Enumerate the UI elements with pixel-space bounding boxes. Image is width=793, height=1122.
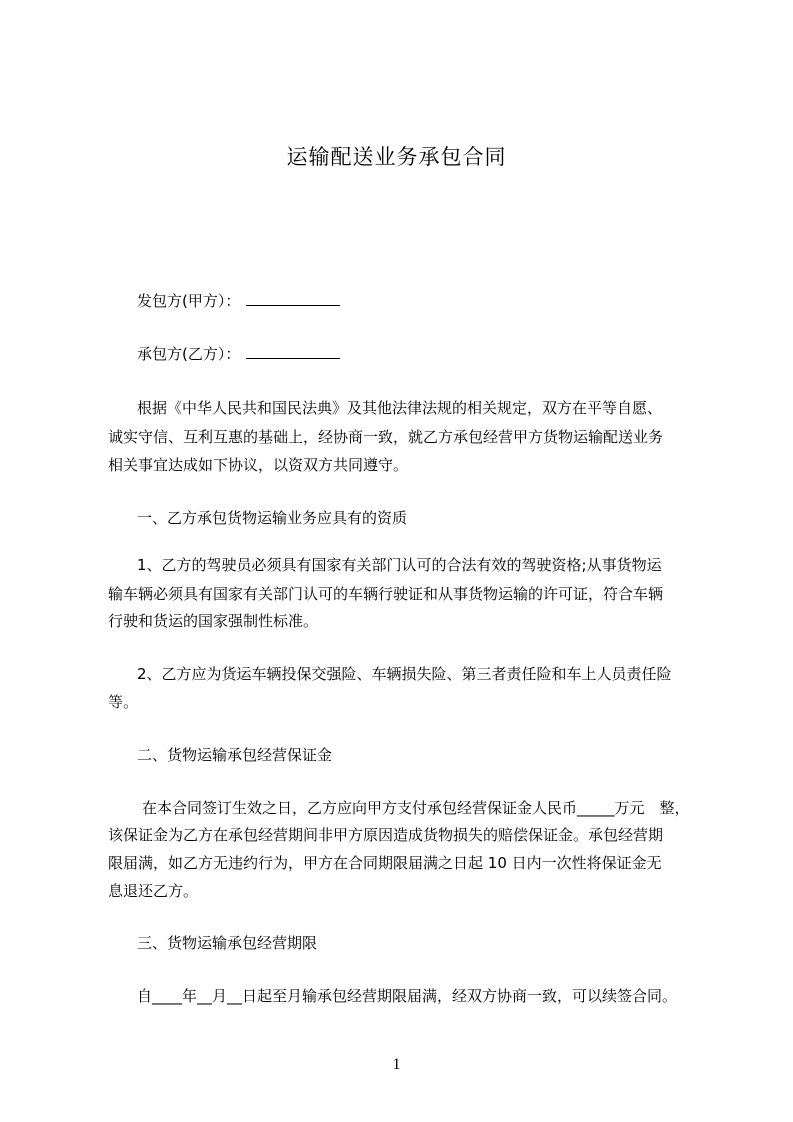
section-1-heading: 一、乙方承包货物运输业务应具有的资质 bbox=[137, 509, 408, 527]
party-a-label: 发包方(甲方）： bbox=[137, 292, 241, 310]
preamble-line: 根据《中华人民共和国民法典》及其他法律法规的相关规定，双方在平等自愿、 bbox=[137, 399, 663, 417]
section-3-heading: 三、货物运输承包经营期限 bbox=[137, 934, 318, 952]
section-1-item-2-line: 等。 bbox=[108, 693, 139, 711]
party-b-blank bbox=[246, 344, 340, 359]
section-2-body-line: 该保证金为乙方在承包经营期间非甲方原因造成货物损失的赔偿保证金。承包经营期 bbox=[108, 826, 664, 844]
party-b-line bbox=[137, 344, 340, 364]
party-b-label: 承包方(乙方）： bbox=[137, 345, 241, 363]
preamble-line: 相关事宜达成如下协议，以资双方共同遵守。 bbox=[108, 456, 409, 474]
preamble-line: 诚实守信、互利互惠的基础上，经协商一致，就乙方承包经营甲方货物运输配送业务 bbox=[108, 428, 664, 446]
section-1-item-1-line: 行驶和货运的国家强制性标准。 bbox=[108, 612, 319, 630]
page-number: 1 bbox=[392, 1056, 401, 1073]
party-a-blank bbox=[246, 291, 340, 306]
section-3-body: 自____年__月__日起至月输承包经营期限届满，经双方协商一致，可以续签合同。 bbox=[137, 987, 678, 1005]
section-1-item-2-line: 2、乙方应为货运车辆投保交强险、车辆损失险、第三者责任险和车上人员责任险 bbox=[137, 665, 672, 683]
section-1-item-1-line: 1、乙方的驾驶员必须具有国家有关部门认可的合法有效的驾驶资格;从事货物运 bbox=[137, 556, 662, 574]
section-1-item-1-line: 输车辆必须具有国家有关部门认可的车辆行驶证和从事货物运输的许可证，符合车辆 bbox=[108, 585, 664, 603]
section-2-heading: 二、货物运输承包经营保证金 bbox=[137, 746, 333, 764]
section-2-body-line: 限届满，如乙方无违约行为，甲方在合同期限届满之日起 10 日内一次性将保证金无 bbox=[108, 854, 662, 872]
section-2-body-line: 息退还乙方。 bbox=[108, 882, 199, 900]
document-title: 运输配送业务承包合同 bbox=[286, 145, 507, 169]
party-a-line bbox=[137, 291, 340, 311]
section-2-body-line: 在本合同签订生效之日，乙方应向甲方支付承包经营保证金人民币_____万元 整， bbox=[142, 799, 690, 817]
